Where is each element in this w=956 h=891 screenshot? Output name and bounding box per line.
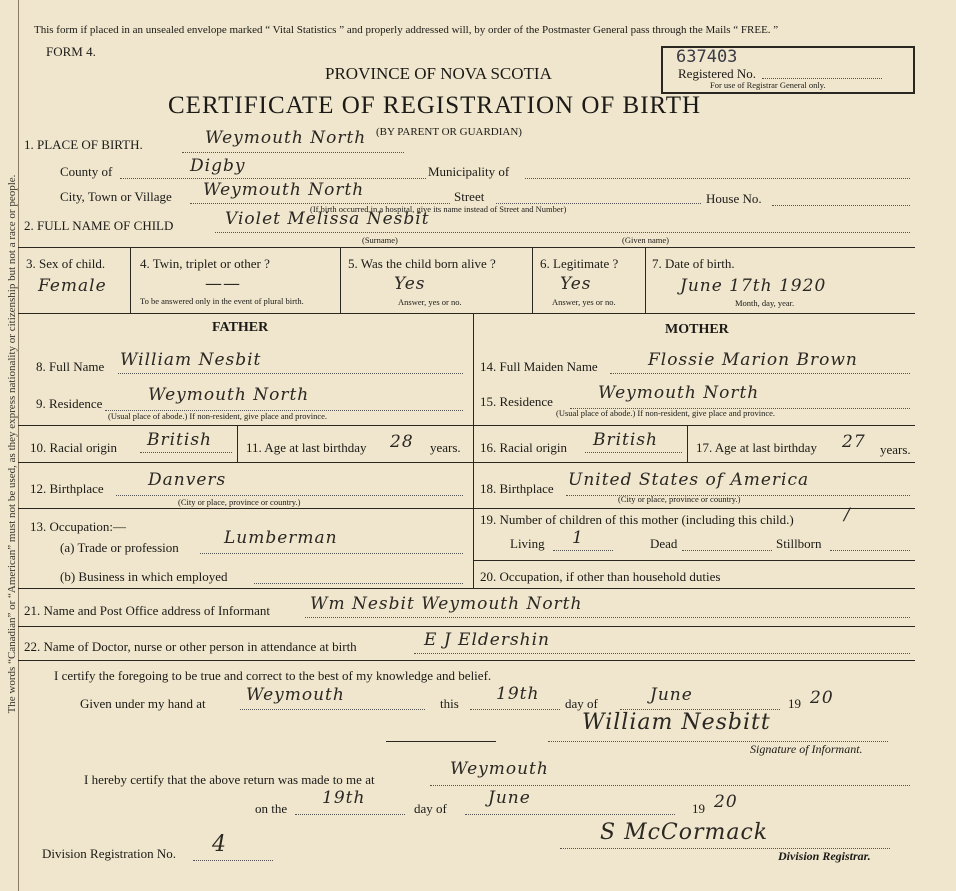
rule	[18, 626, 915, 627]
registered-no-label: Registered No.	[678, 66, 756, 81]
margin-rule	[18, 0, 19, 891]
given-year-value: 20	[810, 688, 834, 708]
twin-value: ——	[205, 274, 241, 294]
place-of-birth-label: 1. PLACE OF BIRTH.	[24, 137, 143, 152]
father-birthplace-value: Danvers	[148, 470, 227, 490]
mother-age-label: 17. Age at last birthday	[696, 440, 817, 455]
rule	[18, 588, 915, 589]
mother-birthplace-note: (City or place, province or country.)	[618, 494, 741, 504]
mother-heading: MOTHER	[665, 322, 729, 337]
mother-age-value: 27	[842, 432, 866, 452]
hereby-place-line	[430, 785, 910, 786]
given-place-line	[240, 709, 425, 710]
twin-label: 4. Twin, triplet or other ?	[140, 256, 270, 271]
hereby-day-line	[295, 814, 405, 815]
division-reg-line	[193, 860, 273, 861]
father-residence-note: (Usual place of abode.) If non-resident, give place and province.	[108, 411, 328, 421]
father-racial-line	[140, 452, 232, 453]
legitimate-note: Answer, yes or no.	[552, 297, 616, 307]
father-residence-label: 9. Residence	[36, 396, 103, 411]
father-birthplace-line	[116, 495, 463, 496]
city-value: Weymouth North	[203, 180, 365, 200]
given-name-label: (Given name)	[622, 235, 669, 245]
father-racial-value: British	[147, 430, 212, 450]
rule	[473, 313, 474, 588]
hereby-year-value: 20	[714, 792, 738, 812]
stillborn-label: Stillborn	[776, 536, 822, 551]
municipality-label: Municipality of	[428, 164, 510, 179]
dead-label: Dead	[650, 536, 678, 551]
rule	[474, 560, 915, 561]
given-under-label: Given under my hand at	[80, 696, 206, 711]
born-alive-label: 5. Was the child born alive ?	[348, 256, 496, 271]
given-dayof-label: day of	[565, 696, 598, 711]
occupation-label: 13. Occupation:—	[30, 519, 127, 534]
trade-label: (a) Trade or profession	[60, 540, 179, 555]
registrar-note: For use of Registrar General only.	[710, 80, 826, 90]
father-heading: FATHER	[212, 320, 269, 335]
date-of-birth-note: Month, day, year.	[735, 298, 795, 308]
living-line	[553, 550, 613, 551]
rule	[18, 313, 915, 314]
father-age-value: 28	[390, 432, 414, 452]
mother-residence-label: 15. Residence	[480, 394, 553, 409]
business-line	[254, 583, 463, 584]
hereby-place-value: Weymouth	[450, 759, 549, 779]
mother-birthplace-value: United States of America	[568, 470, 810, 490]
mother-age-unit: years.	[880, 442, 911, 457]
mother-maiden-line	[610, 373, 910, 374]
street-label: Street	[454, 189, 485, 204]
city-label: City, Town or Village	[60, 189, 172, 204]
rule	[687, 425, 688, 462]
given-year-prefix: 19	[788, 696, 801, 711]
mother-maiden-value: Flossie Marion Brown	[648, 350, 858, 370]
trade-line	[200, 553, 463, 554]
rule	[340, 247, 341, 313]
province-heading: PROVINCE OF NOVA SCOTIA	[325, 64, 552, 83]
trade-value: Lumberman	[224, 528, 338, 548]
place-of-birth-line	[182, 152, 404, 153]
given-place-value: Weymouth	[246, 685, 345, 705]
rule	[474, 425, 915, 426]
father-age-unit: years.	[430, 440, 461, 455]
hospital-note: (If birth occurred in a hospital, give its name instead of Street and Number)	[310, 204, 567, 214]
top-notice: This form if placed in an unsealed envelope marked “ Vital Statistics ” and properly addressed will, by order of the Postmaster General pass through the Mails “ FREE. ”	[34, 24, 779, 36]
division-reg-value: 4	[212, 832, 227, 857]
rule	[386, 741, 496, 742]
hereby-label: I hereby certify that the above return was made to me at	[84, 772, 375, 787]
county-value: Digby	[190, 156, 246, 176]
children-value: /	[844, 505, 851, 525]
doctor-value: E J Eldershin	[424, 630, 551, 650]
informant-signature: William Nesbitt	[582, 710, 771, 735]
hereby-dayof-label: day of	[414, 801, 447, 816]
certificate-subtitle: (BY PARENT OR GUARDIAN)	[376, 126, 522, 138]
rule	[532, 247, 533, 313]
father-age-label: 11. Age at last birthday	[246, 440, 367, 455]
place-of-birth-value: Weymouth North	[205, 128, 367, 148]
born-alive-value: Yes	[394, 274, 426, 294]
business-label: (b) Business in which employed	[60, 569, 228, 584]
stamped-number: 637403	[676, 47, 738, 67]
stillborn-line	[830, 550, 910, 551]
living-label: Living	[510, 536, 545, 551]
father-racial-label: 10. Racial origin	[30, 440, 118, 455]
hereby-day-value: 19th	[322, 788, 366, 808]
rule	[130, 247, 131, 313]
date-of-birth-value: June 17th 1920	[680, 276, 827, 296]
rule	[18, 462, 474, 463]
father-birthplace-note: (City or place, province or country.)	[178, 497, 301, 507]
date-of-birth-label: 7. Date of birth.	[652, 256, 735, 271]
informant-line	[305, 617, 910, 618]
rule	[474, 462, 915, 463]
rule	[18, 425, 474, 426]
rule	[18, 508, 474, 509]
given-this-label: this	[440, 696, 459, 711]
registered-no-line	[762, 78, 882, 79]
given-day-line	[470, 709, 560, 710]
certify-text: I certify the foregoing to be true and correct to the best of my knowledge and belief.	[54, 668, 492, 683]
surname-label: (Surname)	[362, 235, 398, 245]
rule	[237, 425, 238, 462]
father-residence-value: Weymouth North	[148, 385, 310, 405]
mother-racial-value: British	[593, 430, 658, 450]
form-number: FORM 4.	[46, 44, 96, 59]
hereby-year-prefix: 19	[692, 801, 705, 816]
doctor-label: 22. Name of Doctor, nurse or other person in attendance at birth	[24, 639, 357, 654]
county-label: County of	[60, 164, 113, 179]
legitimate-label: 6. Legitimate ?	[540, 256, 619, 271]
informant-label: 21. Name and Post Office address of Informant	[24, 603, 270, 618]
mother-residence-value: Weymouth North	[598, 383, 760, 403]
living-value: 1	[572, 528, 584, 548]
mother-birthplace-label: 18. Birthplace	[480, 481, 554, 496]
father-name-line	[118, 373, 463, 374]
father-name-label: 8. Full Name	[36, 359, 105, 374]
mother-residence-note: (Usual place of abode.) If non-resident, give place and province.	[556, 408, 776, 418]
division-reg-label: Division Registration No.	[42, 846, 176, 861]
registrar-signature: S McCormack	[600, 820, 769, 845]
mother-racial-label: 16. Racial origin	[480, 440, 568, 455]
rule	[18, 660, 915, 661]
house-no-line	[772, 205, 910, 206]
hereby-onthe-label: on the	[255, 801, 288, 816]
mother-racial-line	[585, 452, 682, 453]
hereby-month-line	[465, 814, 675, 815]
given-month-value: June	[650, 685, 693, 705]
doctor-line	[414, 653, 910, 654]
hereby-month-value: June	[488, 788, 531, 808]
municipality-line	[525, 178, 910, 179]
given-day-value: 19th	[496, 684, 540, 704]
signature-informant-label: Signature of Informant.	[750, 742, 863, 756]
child-name-line	[215, 232, 910, 233]
side-margin-note: The words “Canadian” or “American” must not be used, as they express nationality or citizenship but not a race or people.	[6, 174, 18, 714]
mother-maiden-label: 14. Full Maiden Name	[480, 359, 598, 374]
sex-value: Female	[38, 276, 107, 296]
informant-value: Wm Nesbit Weymouth North	[310, 594, 583, 614]
father-birthplace-label: 12. Birthplace	[30, 481, 104, 496]
born-alive-note: Answer, yes or no.	[398, 297, 462, 307]
county-line	[120, 178, 426, 179]
children-label: 19. Number of children of this mother (including this child.)	[480, 512, 794, 527]
rule	[645, 247, 646, 313]
mother-occupation-label: 20. Occupation, if other than household duties	[480, 569, 721, 584]
twin-note: To be answered only in the event of plural birth.	[140, 296, 304, 306]
house-no-label: House No.	[706, 191, 762, 206]
dead-line	[682, 550, 772, 551]
division-registrar-label: Division Registrar.	[778, 849, 871, 863]
certificate-title: CERTIFICATE OF REGISTRATION OF BIRTH	[168, 92, 702, 119]
child-name-label: 2. FULL NAME OF CHILD	[24, 218, 174, 233]
sex-label: 3. Sex of child.	[26, 256, 106, 271]
legitimate-value: Yes	[560, 274, 592, 294]
rule	[18, 247, 915, 248]
child-name-value: Violet Melissa Nesbit	[225, 209, 430, 229]
father-name-value: William Nesbit	[120, 350, 262, 370]
